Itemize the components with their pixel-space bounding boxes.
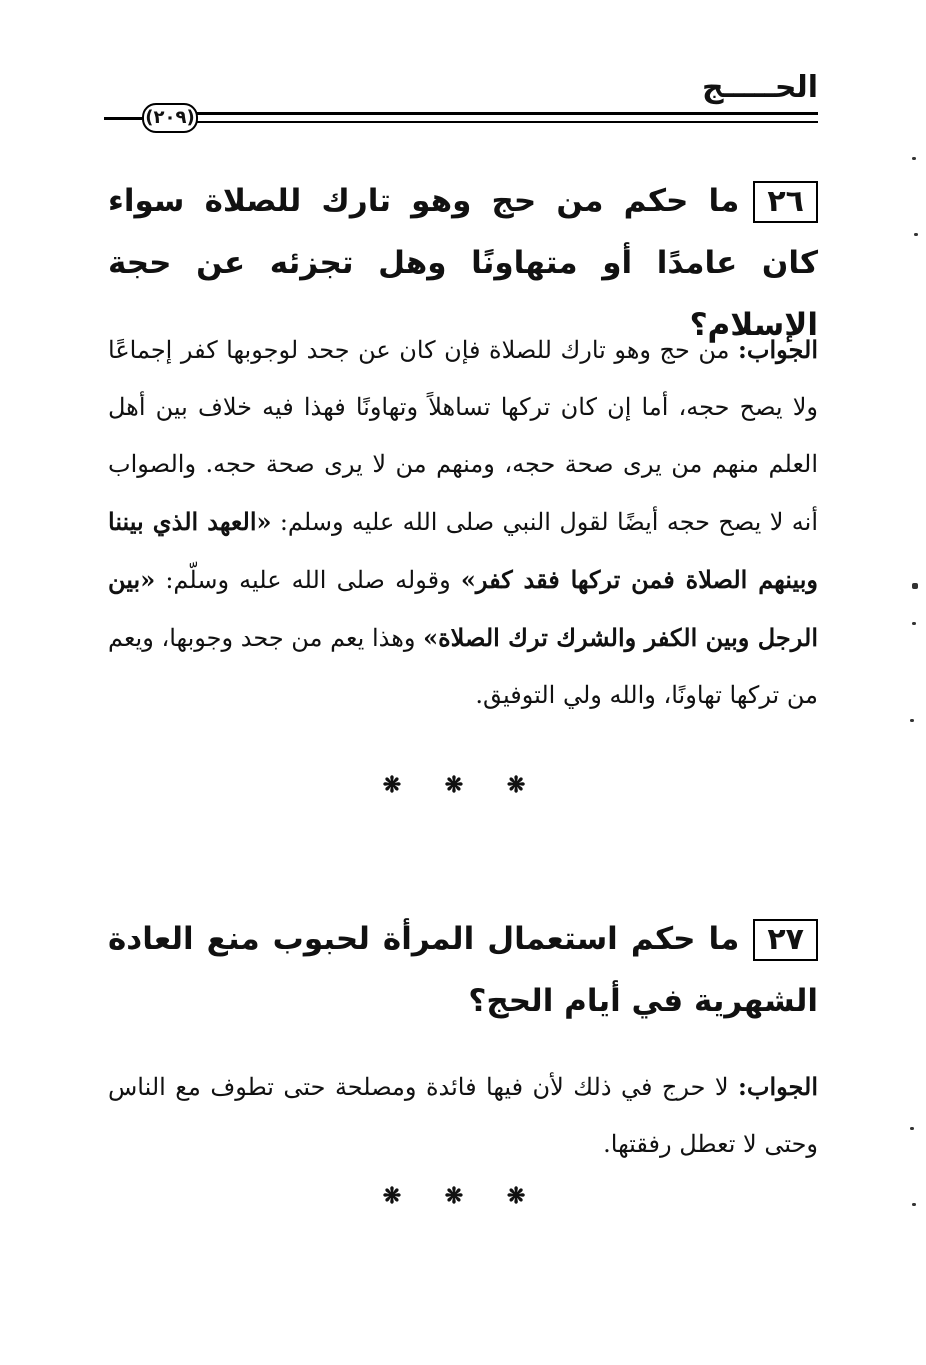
answer-26-text-2: وقوله صلى الله عليه وسلّم: (155, 566, 461, 594)
answer-26 (108, 321, 818, 724)
header-rule-left (104, 117, 142, 120)
page-number: (٢٠٩) (142, 103, 198, 133)
header-rule-bottom (196, 121, 818, 123)
answer-26-lead: الجواب: (738, 335, 818, 364)
header-rule-top (196, 112, 818, 115)
scan-speck (912, 157, 916, 160)
scan-speck (910, 719, 914, 722)
question-26-text: ما حكم من حج وهو تارك للصلاة سواء كان عامدًا أو متهاونًا وهل تجزئه عن حجة الإسلام؟ (108, 183, 818, 343)
scan-speck (914, 233, 918, 236)
page-header-title: الحـــــج (701, 70, 818, 105)
scan-speck (910, 1127, 914, 1130)
answer-26-hadith-1: «العهد الذي بيننا وبينهم الصلاة فمن تركها فقد كفر» (108, 507, 818, 594)
scan-speck (912, 622, 916, 625)
answer-27-lead: الجواب: (738, 1072, 818, 1101)
question-27-text: ما حكم استعمال المرأة لحبوب منع العادة الشهرية في أيام الحج؟ (108, 921, 818, 1019)
answer-27-text: لا حرج في ذلك لأن فيها فائدة ومصلحة حتى تطوف مع الناس وحتى لا تعطل رفقتها. (108, 1073, 818, 1158)
separator-1: ❋ ❋ ❋ (382, 772, 544, 798)
question-number-27: ٢٧ (753, 919, 818, 961)
question-27 (108, 908, 818, 1032)
answer-26-text-3: وهذا يعم من جحد وجوبها، ويعم من تركها تهاونًا، والله ولي التوفيق. (108, 624, 818, 709)
answer-26-text-1: من حج وهو تارك للصلاة فإن كان عن جحد لوجوبها كفر إجماعًا ولا يصح حجه، أما إن كان تركها تساهلاً وتهاونًا فهذا فيه خلاف بين أهل العلم منهم من يرى صحة حجه، ومنهم من لا يرى صحة حجه. والصواب أنه لا يصح حجه أيضًا لقول النبي صلى الله عليه وسلم: (108, 336, 818, 536)
question-number-26: ٢٦ (753, 181, 818, 223)
scan-speck (912, 583, 918, 589)
scan-speck (912, 1203, 916, 1206)
answer-27 (108, 1058, 818, 1173)
separator-2: ❋ ❋ ❋ (382, 1183, 544, 1209)
answer-26-hadith-2: «بين الرجل وبين الكفر والشرك ترك الصلاة» (108, 565, 818, 652)
